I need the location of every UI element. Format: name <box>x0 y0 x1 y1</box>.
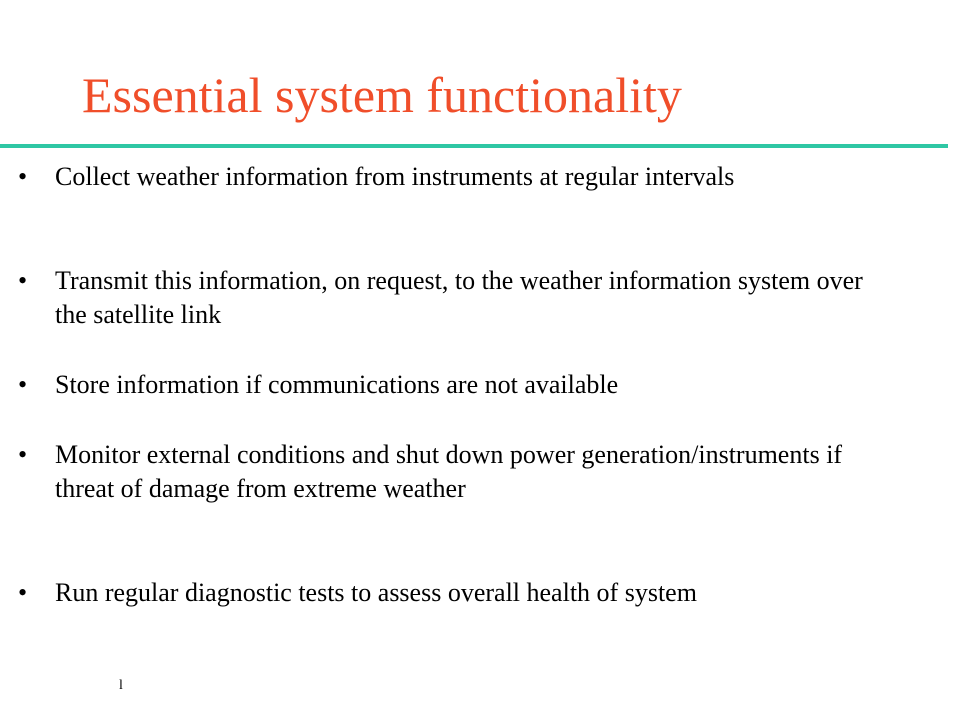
bullet-item-store <box>0 368 900 402</box>
bullet-item-monitor <box>0 438 900 506</box>
bullet-item-transmit <box>0 264 900 332</box>
footer-mark: l <box>119 678 123 693</box>
bullet-item-diagnostics <box>0 576 900 610</box>
bullet-text: Monitor external conditions and shut down power generation/instruments if threat of damage from extreme weather <box>55 440 843 503</box>
bullet-text: Store information if communications are not available <box>55 370 619 399</box>
bullet-text: Collect weather information from instruments at regular intervals <box>55 162 735 191</box>
bullet-icon: • <box>18 370 28 399</box>
bullet-text: Run regular diagnostic tests to assess overall health of system <box>55 578 697 607</box>
bullet-icon: • <box>18 578 28 607</box>
bullet-icon: • <box>18 162 28 191</box>
bullet-icon: • <box>18 440 28 469</box>
slide-title: Essential system functionality <box>82 67 682 123</box>
bullet-item-collect <box>0 160 900 194</box>
bullet-icon: • <box>18 266 28 295</box>
bullet-text: Transmit this information, on request, to the weather information system over the satellite link <box>55 266 863 329</box>
title-divider <box>0 144 948 148</box>
